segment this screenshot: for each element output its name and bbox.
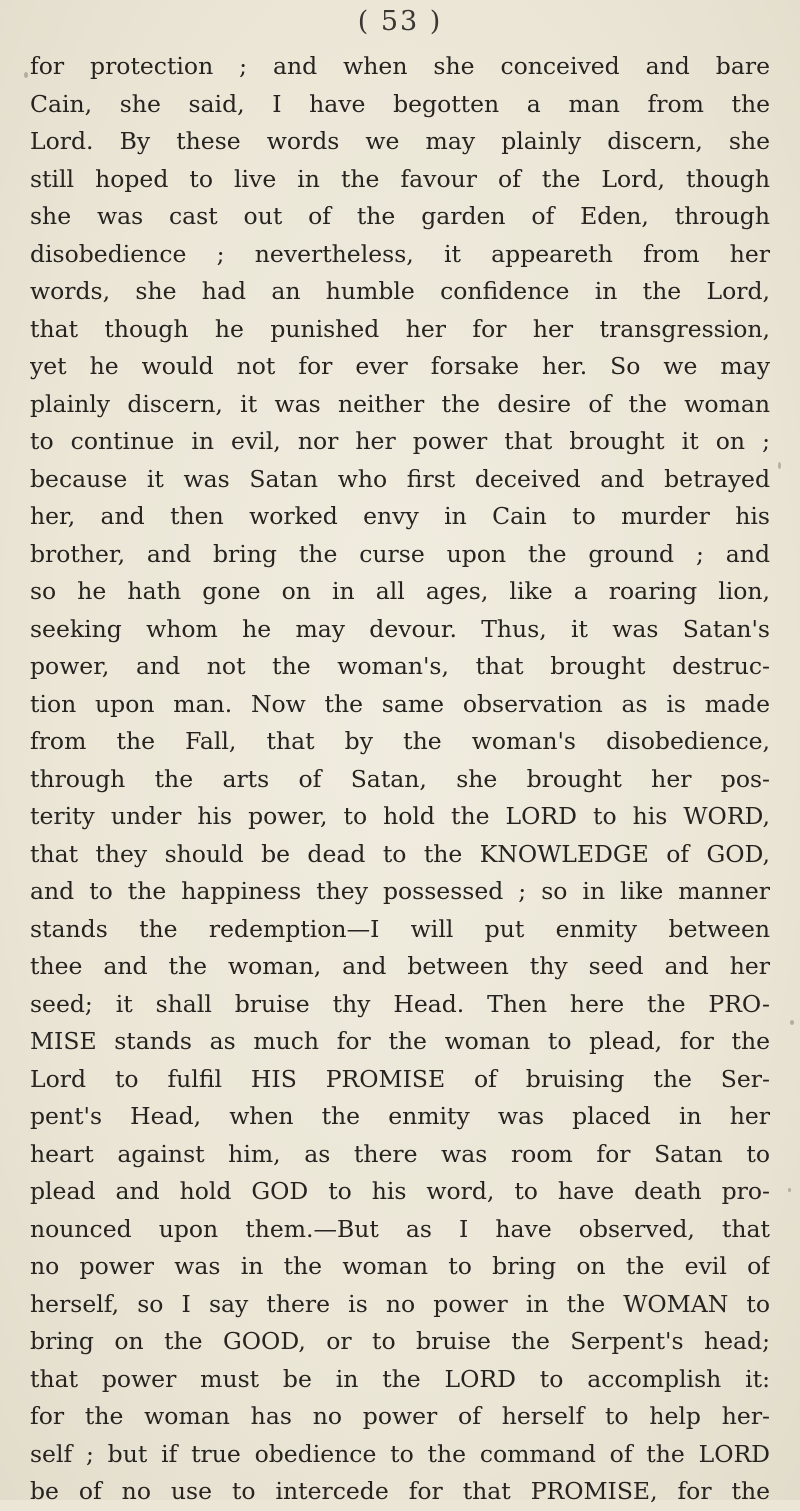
- text-line: that though he punished her for her transgression,: [30, 314, 770, 343]
- text-line: to continue in evil, nor her power that brought it on ;: [30, 427, 770, 455]
- text-line: still hoped to live in the favour of the Lord, though: [30, 164, 770, 193]
- text-line: and to the happiness they possessed ; so in like manner: [30, 877, 770, 905]
- text-line: bring on the GOOD, or to bruise the Serpent's head;: [30, 1327, 770, 1355]
- paper-speck: [24, 72, 28, 78]
- text-line: Cain, she said, I have begotten a man from the: [30, 89, 770, 118]
- text-line: power, and not the woman's, that brought destruc-: [30, 652, 770, 680]
- text-line: from the Fall, that by the woman's disobedience,: [30, 727, 770, 755]
- text-line: seeking whom he may devour. Thus, it was Satan's: [30, 614, 770, 643]
- text-line: disobedience ; nevertheless, it appeareth from her: [30, 239, 770, 268]
- text-line: that power must be in the LORD to accomplish it:: [30, 1364, 770, 1393]
- text-line: herself, so I say there is no power in the WOMAN to: [30, 1289, 770, 1318]
- paper-speck: [778, 462, 781, 469]
- text-line: so he hath gone on in all ages, like a roaring lion,: [30, 577, 770, 605]
- text-line: heart against him, as there was room for Satan to: [30, 1139, 770, 1168]
- text-line: plead and hold GOD to his word, to have death pro-: [30, 1177, 770, 1205]
- text-line: yet he would not for ever forsake her. So we may: [30, 352, 770, 380]
- text-line: be of no use to intercede for that PROMISE, for the: [30, 1477, 770, 1505]
- text-line: Lord to fulfil HIS PROMISE of bruising the Ser-: [30, 1064, 770, 1093]
- text-line: self ; but if true obedience to the command of the LORD: [30, 1439, 770, 1468]
- page-number: ( 53 ): [357, 6, 443, 37]
- text-line: nounced upon them.—But as I have observed, that: [30, 1214, 770, 1243]
- text-line: her, and then worked envy in Cain to murder his: [30, 502, 770, 530]
- body-text: [30, 48, 770, 1511]
- text-line: words, she had an humble confidence in the Lord,: [30, 277, 770, 305]
- paper-speck: [790, 1020, 794, 1025]
- text-line: brother, and bring the curse upon the ground ; and: [30, 539, 770, 568]
- paper-speck: [788, 1188, 791, 1192]
- text-line: that they should be dead to the KNOWLEDGE of GOD,: [30, 839, 770, 868]
- text-line: plainly discern, it was neither the desire of the woman: [30, 389, 770, 418]
- text-line: seed; it shall bruise thy Head. Then here the PRO-: [30, 989, 770, 1018]
- text-line: thee and the woman, and between thy seed and her: [30, 952, 770, 980]
- text-line: terity under his power, to hold the LORD to his WORD,: [30, 802, 770, 830]
- text-line: pent's Head, when the enmity was placed in her: [30, 1102, 770, 1130]
- text-line: because it was Satan who first deceived and betrayed: [30, 464, 770, 493]
- text-line: Lord. By these words we may plainly discern, she: [30, 127, 770, 155]
- text-line: tion upon man. Now the same observation as is made: [30, 689, 770, 718]
- text-line: stands the redemption—I will put enmity between: [30, 914, 770, 943]
- text-line: for protection ; and when she conceived and bare: [30, 52, 770, 80]
- text-line: for the woman has no power of herself to help her-: [30, 1402, 770, 1430]
- text-line: MISE stands as much for the woman to plead, for the: [30, 1027, 770, 1055]
- text-line: she was cast out of the garden of Eden, through: [30, 202, 770, 230]
- text-line: through the arts of Satan, she brought her pos-: [30, 764, 770, 793]
- text-line: no power was in the woman to bring on the evil of: [30, 1252, 770, 1280]
